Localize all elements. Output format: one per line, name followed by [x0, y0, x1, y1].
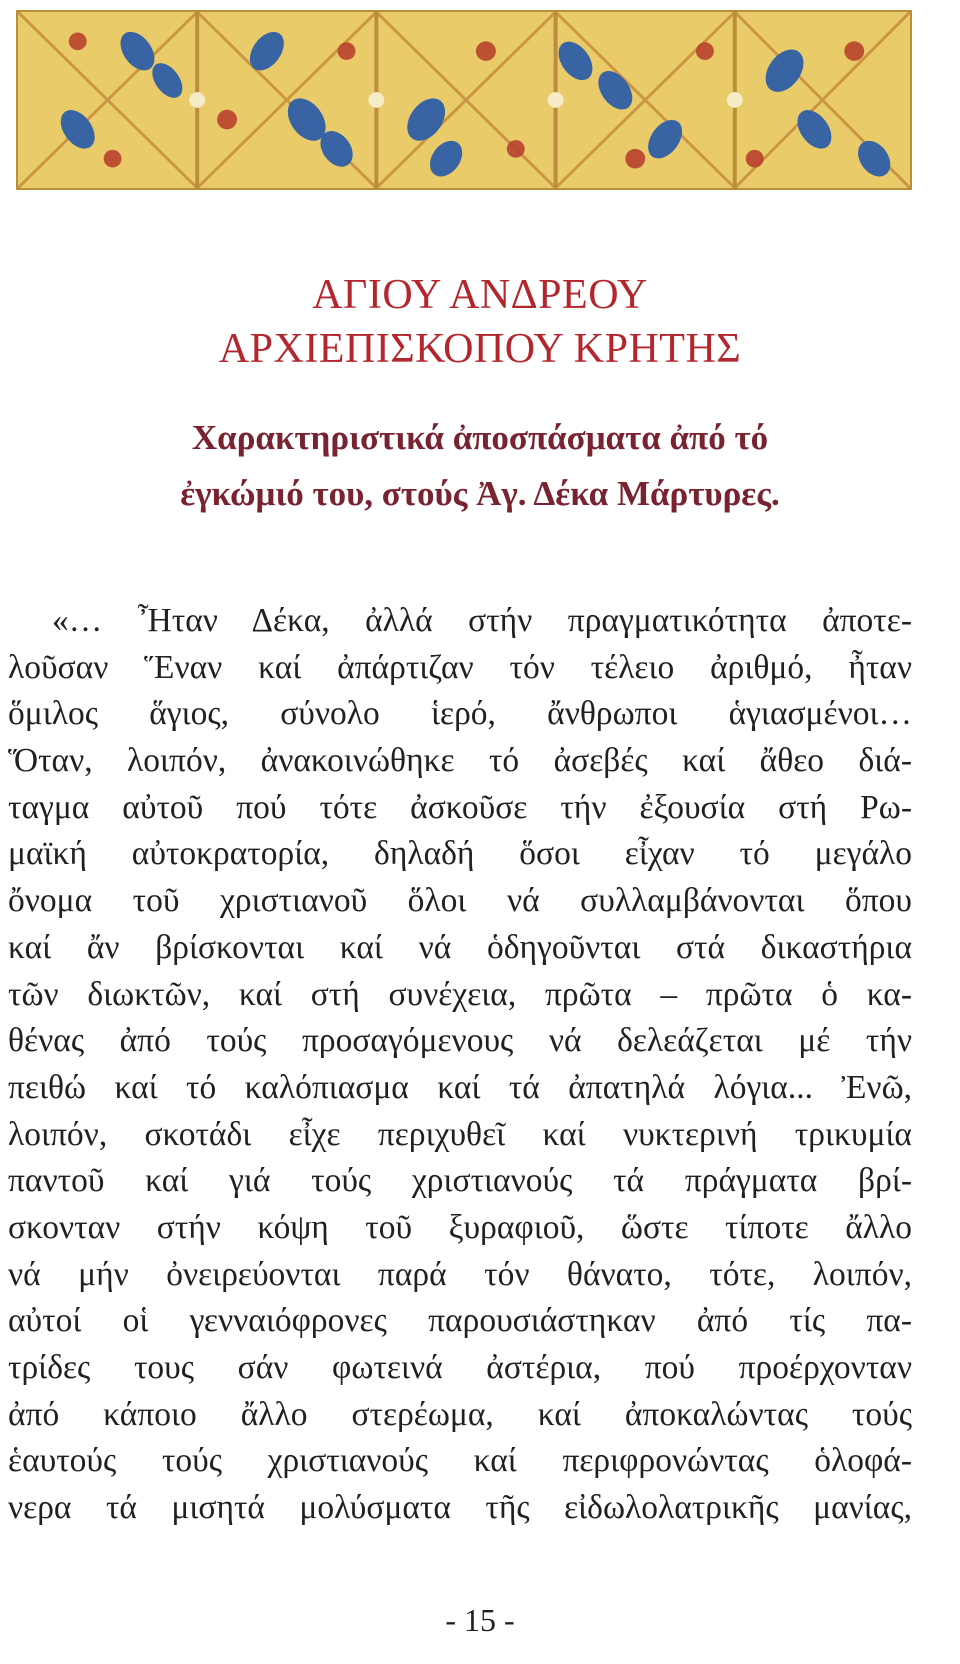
- text-line: τρίδες τους σάν φωτεινά ἀστέρια, πού προέρχονταν: [8, 1349, 912, 1386]
- text-line: σκονταν στήν κόψη τοῦ ξυραφιοῦ, ὥστε τίποτε ἄλλο: [8, 1208, 912, 1246]
- text-line: αὐτοί οἱ γενναιόφρονες παρουσιάστηκαν ἀπό τίς πα-: [8, 1302, 912, 1340]
- subtitle-line: ἐγκώμιό του, στούς Ἀγ. Δέκα Μάρτυρες.: [180, 474, 780, 513]
- text-line: καί ἄν βρίσκονται καί νά ὁδηγοῦνται στά δικαστήρια: [8, 928, 912, 966]
- ornament-pattern: [18, 12, 910, 188]
- body-text: [8, 598, 912, 1532]
- decorative-ornament-banner: [16, 10, 912, 190]
- text-line: θένας ἀπό τούς προσαγόμενους νά δελεάζεται μέ τήν: [8, 1022, 912, 1060]
- title-line: ΑΓΙΟΥ ΑΝΔΡΕΟΥ: [312, 272, 648, 318]
- text-line: ἀπό κάποιο ἄλλο στερέωμα, καί ἀποκαλώντας τούς: [8, 1395, 912, 1433]
- subtitle-line: Χαρακτηριστικά ἀποσπάσματα ἀπό τό: [191, 418, 769, 457]
- text-line: «… Ἦταν Δέκα, ἀλλά στήν πραγματικότητα ἀποτε-: [52, 602, 912, 639]
- page-number: - 15 -: [445, 1602, 515, 1638]
- text-line: νερα τά μισητά μολύσματα τῆς εἰδωλολατρικῆς μανίας,: [8, 1489, 912, 1527]
- text-line: μαϊκή αὐτοκρατορία, δηλαδή ὅσοι εἶχαν τό μεγάλο: [8, 835, 912, 873]
- text-line: τῶν διωκτῶν, καί στή συνέχεια, πρῶτα – πρῶτα ὁ κα-: [8, 975, 912, 1013]
- text-line: παντοῦ καί γιά τούς χριστιανούς τά πράγματα βρί-: [8, 1162, 912, 1200]
- text-line: ταγμα αὐτοῦ πού τότε ἀσκοῦσε τήν ἐξουσία στή Ρω-: [8, 788, 912, 826]
- text-line: ἑαυτούς τούς χριστιανούς καί περιφρονώντας ὁλοφά-: [8, 1442, 912, 1480]
- page-title: [0, 268, 960, 376]
- text-line: πειθώ καί τό καλόπιασμα καί τά ἀπατηλά λόγια... Ἐνῶ,: [8, 1068, 912, 1106]
- text-line: ὄνομα τοῦ χριστιανοῦ ὅλοι νά συλλαμβάνονται ὅπου: [8, 882, 912, 920]
- text-line: ὅμιλος ἅγιος, σύνολο ἱερό, ἄνθρωποι ἁγιασμένοι…: [8, 695, 912, 733]
- text-line: νά μήν ὀνειρεύονται παρά τόν θάνατο, τότε, λοιπόν,: [8, 1255, 912, 1293]
- text-line: λοιπόν, σκοτάδι εἶχε περιχυθεῖ καί νυκτερινή τρικυμία: [8, 1115, 912, 1153]
- text-line: Ὅταν, λοιπόν, ἀνακοινώθηκε τό ἀσεβές καί ἄθεο διά-: [8, 742, 912, 780]
- text-line: λοῦσαν Ἕναν καί ἀπάρτιζαν τόν τέλειο ἀριθμό, ἦταν: [8, 648, 912, 686]
- subtitle: [0, 410, 960, 522]
- title-line: ΑΡΧΙΕΠΙΣΚΟΠΟΥ ΚΡΗΤΗΣ: [218, 326, 742, 372]
